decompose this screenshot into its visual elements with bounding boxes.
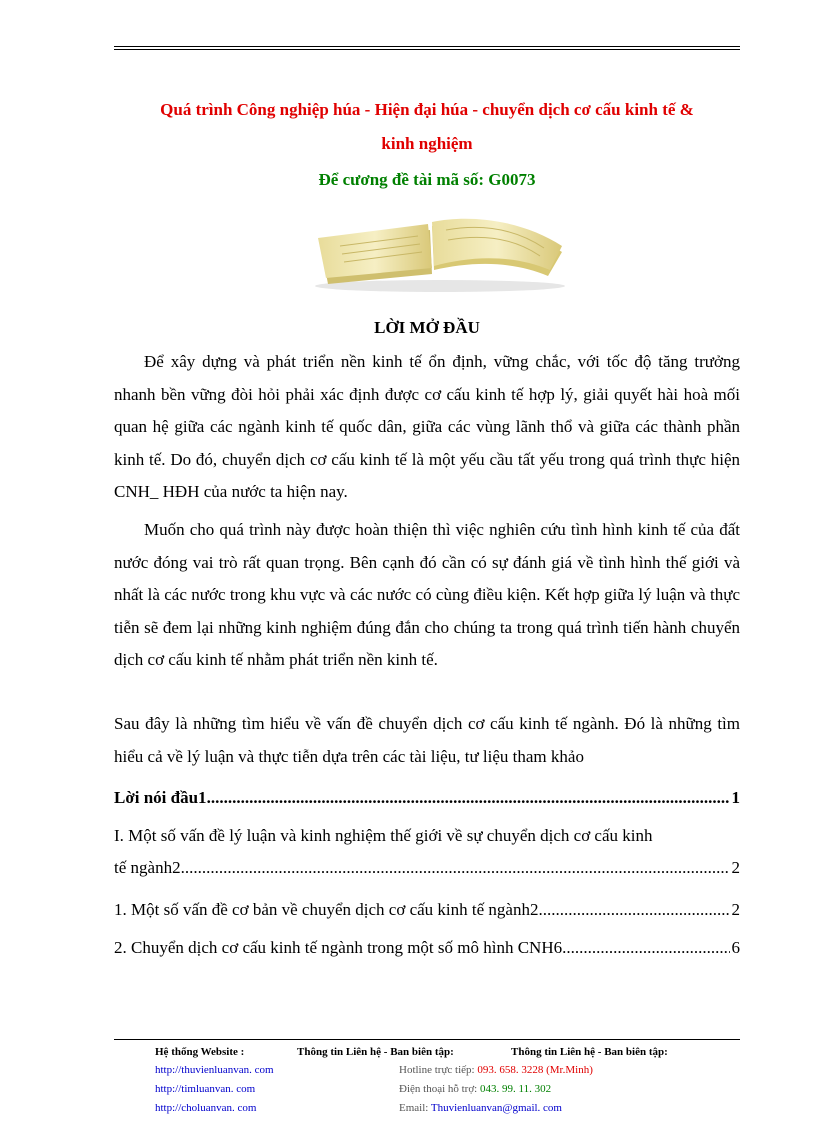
- paragraph-1: Để xây dựng và phát triển nền kinh tế ổn định, vững chắc, với tốc độ tăng trưởng nhanh bền vững đòi hỏi phải xác định được cơ cấu kinh tế hợp lý, giải quyết hài hoà mối quan hệ giữa các ngành kinh tế quốc dân, giữa các vùng lãnh thổ và giữa các thành phần kinh tế. Do đó, chuyển dịch cơ cấu kinh tế là một yếu cầu tất yếu trong quá trình thực hiện CNH_ HĐH của nước ta hiện nay.: [114, 352, 740, 501]
- footer-website-heading: Hệ thống Website :: [155, 1046, 245, 1058]
- hotline-value: 093. 658. 3228 (Mr.Minh): [477, 1064, 593, 1076]
- header-rule: [114, 46, 740, 47]
- toc-item-page: 1: [731, 788, 740, 807]
- toc-item-label: 2. Chuyển dịch cơ cấu kinh tế ngành trong một số mô hình CNH6: [114, 938, 563, 957]
- paragraph-2: Muốn cho quá trình này được hoàn thiện thì việc nghiên cứu tình hình kinh tế của đất nước đóng vai trò rất quan trọng. Bên cạnh đó cần có sự đánh giá về tình hình thế giới và nhất là các nước trong khu vực và các nước có cùng điều kiện. Kết hợp giữa lý luận và thực tiễn sẽ đem lại những kinh nghiệm đúng đắn cho chúng ta trong quá trình tiến hành chuyển dịch cơ cấu kinh tế nhằm phát triển nền kinh tế.: [114, 520, 740, 669]
- paragraph-3: Sau đây là những tìm hiểu về vấn đề chuyển dịch cơ cấu kinh tế ngành. Đó là những tìm hiểu cả về lý luận và thực tiễn dựa trên các tài liệu, tư liệu tham khảo: [114, 714, 740, 766]
- title-line-2: kinh nghiệm: [381, 134, 473, 153]
- toc-item-label-line1: I. Một số vấn đề lý luận và kinh nghiệm thế giới về sự chuyển dịch cơ cấu kinh: [114, 826, 653, 845]
- toc-item: [114, 894, 740, 926]
- title-line-1: Quá trình Công nghiệp húa - Hiện đại húa - chuyển dịch cơ cấu kinh tế &: [160, 100, 694, 119]
- footer-email: [399, 1099, 593, 1118]
- toc-item-page: 2: [731, 900, 740, 919]
- footer-link-thuvienluanvan[interactable]: http://thuvienluanvan. com: [155, 1064, 274, 1076]
- email-label: Email:: [399, 1102, 429, 1114]
- footer-contact-heading: Thông tin Liên hệ - Ban biên tập:: [297, 1046, 454, 1058]
- phone-label: Điện thoại hỗ trợ:: [399, 1083, 478, 1095]
- toc-item-page: 2: [731, 858, 740, 877]
- email-link[interactable]: Thuvienluanvan@gmail. com: [430, 1102, 562, 1114]
- section-heading: LỜI MỞ ĐẦU: [374, 318, 480, 337]
- footer-rule: [114, 1039, 740, 1040]
- footer-link-timluanvan[interactable]: http://timluanvan. com: [155, 1083, 256, 1095]
- footer-editorial-heading: Thông tin Liên hệ - Ban biên tập:: [511, 1046, 668, 1058]
- footer-link-choluanvan[interactable]: http://choluanvan. com: [155, 1102, 257, 1114]
- hotline-label: Hotline trực tiếp:: [399, 1064, 475, 1076]
- toc-item-label: 1. Một số vấn đề cơ bản về chuyển dịch cơ cấu kinh tế ngành2: [114, 900, 539, 919]
- phone-value: 043. 99. 11. 302: [479, 1083, 552, 1095]
- footer-phone: [399, 1080, 593, 1099]
- open-book-icon: [300, 212, 570, 292]
- toc-item-page: 6: [731, 938, 740, 957]
- toc-item: [114, 782, 740, 814]
- document-code: Để cương đề tài mã số: G0073: [318, 170, 536, 189]
- toc-item: [114, 820, 740, 884]
- toc-item: [114, 932, 740, 964]
- footer-hotline: [399, 1061, 593, 1080]
- toc-item-label: tế ngành2: [114, 858, 181, 877]
- header-rule-second: [114, 49, 740, 50]
- toc-item-label: Lời nói đầu1: [114, 788, 207, 807]
